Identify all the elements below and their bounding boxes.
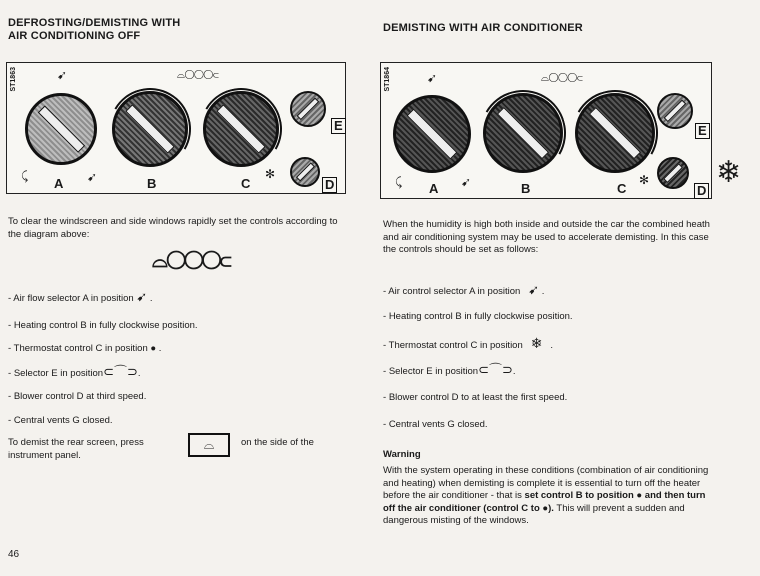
left-item-6: - Central vents G closed. [8, 415, 113, 426]
right-intro: When the humidity is high both inside and outside the car the combined heath and air conditioning system may be used to accelerate demisting. In this case the controls should be set as follows: [383, 219, 710, 255]
settings-symbol-row: ⌓◯◯◯⊂ [152, 250, 231, 272]
label-d: D [694, 183, 709, 199]
label-b: B [147, 176, 157, 191]
left-item-3: - Thermostat control C in position ● . [8, 343, 162, 354]
snowflake-icon: ✻ [639, 173, 650, 187]
air-flow-selector-knob-a[interactable] [25, 93, 97, 165]
rear-screen-text-3: instrument panel. [8, 450, 81, 461]
label-c: C [241, 176, 251, 191]
selector-knob-e[interactable] [657, 93, 693, 129]
label-e: E [331, 118, 346, 134]
rear-defrost-button-icon[interactable]: ⌓ [188, 433, 230, 457]
label-d: D [322, 177, 337, 193]
defrost-icon: ⌓◯◯◯⊂ [541, 73, 583, 84]
label-b: B [521, 181, 531, 196]
figure-code: ST1863 [10, 67, 17, 92]
left-heading-line2: AIR CONDITIONING OFF [8, 30, 141, 42]
label-a: A [429, 181, 439, 196]
defrost-icon: ⌓◯◯◯⊂ [177, 70, 219, 81]
heating-control-knob-b[interactable] [112, 91, 188, 167]
airflow-icon: ➹ [57, 68, 68, 82]
left-control-panel-diagram [6, 62, 346, 194]
left-item-4: - Selector E in position⊂⌒⊃. [8, 364, 141, 379]
left-item-1: - Air flow selector A in position ➹ . [8, 289, 153, 304]
left-item-2: - Heating control B in fully clockwise position. [8, 320, 198, 331]
label-c: C [617, 181, 627, 196]
label-e: E [695, 123, 710, 139]
feet-icon: ⤹ [395, 175, 403, 189]
left-intro: To clear the windscreen and side windows rapidly set the controls according to the diagram above: [8, 216, 338, 240]
snowflake-icon: ✻ [265, 167, 276, 181]
page-number: 46 [8, 549, 20, 560]
face-icon: ➹ [461, 175, 472, 189]
face-icon: ➹ [87, 170, 98, 184]
right-item-2: - Heating control B in fully clockwise position. [383, 311, 573, 322]
figure-code-right: ST1864 [384, 67, 391, 92]
thermostat-control-knob-c[interactable] [203, 91, 279, 167]
label-a: A [54, 176, 64, 191]
right-control-panel-diagram [380, 62, 712, 199]
feet-icon: ⤹ [21, 169, 29, 183]
right-item-5: - Blower control D to at least the first speed. [383, 392, 568, 403]
right-item-4: - Selector E in position⊂⌒⊃. [383, 362, 516, 377]
right-item-3: - Thermostat control C in position ❄ . [383, 335, 553, 351]
right-item-1: - Air control selector A in position ➹ . [383, 282, 545, 297]
blower-control-knob-d[interactable] [657, 157, 689, 189]
warning-title: Warning [383, 449, 421, 460]
right-heading: DEMISTING WITH AIR CONDITIONER [383, 22, 583, 34]
warning-text: With the system operating in these conditions (combination of air conditioning and heating) when demisting is complete it is essential to turn off the heater before the air conditioner - that is set control B to position ● and then turn off the air conditioner (control C to ●). This will prevent a sudden and dangerous misting of the windows. [383, 465, 709, 526]
left-item-5: - Blower control D at third speed. [8, 391, 147, 402]
heating-control-knob-b[interactable] [483, 93, 563, 173]
left-heading-line1: DEFROSTING/DEMISTING WITH [8, 17, 181, 29]
rear-screen-text-1: To demist the rear screen, press [8, 437, 144, 448]
airflow-icon: ➹ [427, 71, 438, 85]
air-control-selector-knob-a[interactable] [393, 95, 471, 173]
large-snowflake-icon: ❄ [716, 156, 742, 189]
rear-screen-text-2: on the side of the [241, 437, 314, 448]
right-item-6: - Central vents G closed. [383, 419, 488, 430]
blower-control-knob-d[interactable] [290, 157, 320, 187]
thermostat-control-knob-c[interactable] [575, 93, 655, 173]
selector-knob-e[interactable] [290, 91, 326, 127]
